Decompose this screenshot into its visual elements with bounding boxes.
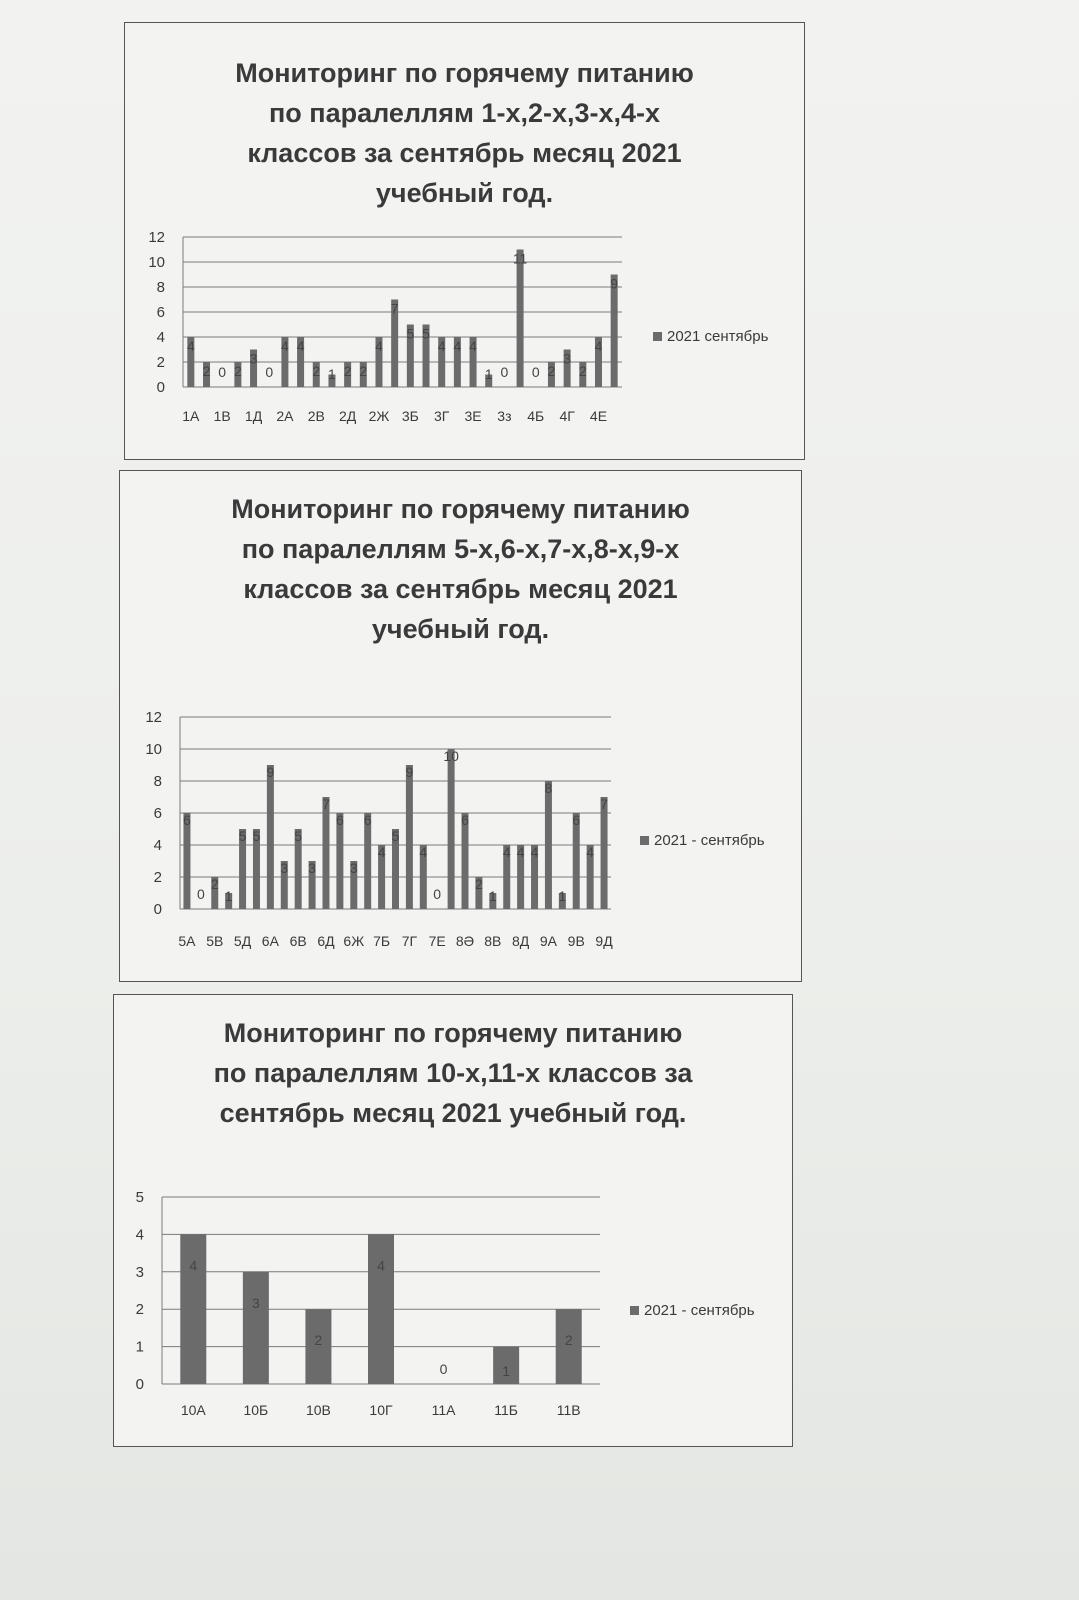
bar xyxy=(267,765,274,909)
y-tick-label: 4 xyxy=(135,1226,144,1244)
data-label: 9 xyxy=(405,764,414,780)
data-label: 6 xyxy=(572,812,581,828)
y-tick-label: 12 xyxy=(148,229,165,246)
data-label: 5 xyxy=(238,828,247,844)
x-tick-label: 10Б xyxy=(243,1402,269,1418)
bar xyxy=(448,749,455,909)
x-tick-label: 10А xyxy=(180,1402,206,1418)
x-tick-label: 4Е xyxy=(589,408,608,424)
x-tick-label: 1А xyxy=(182,408,200,424)
y-tick-label: 10 xyxy=(145,741,162,758)
data-label: 5 xyxy=(252,828,261,844)
data-label: 0 xyxy=(531,364,540,380)
y-tick-label: 6 xyxy=(156,304,165,321)
x-tick-label: 9А xyxy=(539,933,557,949)
data-label: 0 xyxy=(433,886,442,902)
legend-swatch xyxy=(653,332,662,341)
x-tick-label: 2А xyxy=(276,408,294,424)
data-label: 8 xyxy=(544,780,553,796)
data-label: 4 xyxy=(419,844,428,860)
data-label: 4 xyxy=(586,844,595,860)
x-tick-label: 2Д xyxy=(338,408,357,424)
data-label: 7 xyxy=(390,300,399,317)
x-tick-label: 7Е xyxy=(428,933,446,949)
y-tick-label: 2 xyxy=(135,1301,144,1319)
chart-panel-1 xyxy=(124,22,805,460)
chart-3-svg xyxy=(114,995,794,1448)
data-label: 4 xyxy=(189,1257,198,1274)
x-tick-label: 11В xyxy=(556,1402,581,1418)
chart-panel-2 xyxy=(119,470,802,982)
y-tick-label: 12 xyxy=(145,709,162,726)
bar xyxy=(406,765,413,909)
data-label: 6 xyxy=(461,812,469,828)
data-label: 9 xyxy=(266,764,275,780)
data-label: 2 xyxy=(359,363,368,379)
data-label: 3 xyxy=(349,860,358,876)
y-tick-label: 0 xyxy=(153,901,162,918)
chart-title-2: Мониторинг по горячему питанию по паралеллям 5-х,6-х,7-х,8-х,9-х классов за сентябрь месяц 2021 учебный год. xyxy=(231,494,690,644)
bar xyxy=(545,781,552,909)
data-label: 0 xyxy=(196,886,205,902)
x-tick-label: 7Б xyxy=(373,933,391,949)
data-label: 4 xyxy=(375,338,383,354)
x-tick-label: 3Г xyxy=(434,408,450,424)
data-label: 5 xyxy=(422,325,430,342)
data-label: 2 xyxy=(578,363,587,379)
data-label: 2 xyxy=(343,363,352,379)
x-tick-label: 8В xyxy=(484,933,502,949)
data-label: 2 xyxy=(312,363,321,379)
data-label: 4 xyxy=(377,844,386,860)
data-label: 1 xyxy=(224,888,233,904)
data-label: 3 xyxy=(280,860,289,876)
data-label: 4 xyxy=(469,338,477,354)
data-label: 5 xyxy=(294,828,303,844)
x-tick-label: 9В xyxy=(567,933,585,949)
data-label: 0 xyxy=(500,364,509,380)
data-label: 2 xyxy=(233,363,242,379)
data-label: 4 xyxy=(377,1257,385,1274)
legend-swatch xyxy=(630,1306,639,1315)
y-tick-label: 4 xyxy=(153,837,162,854)
data-label: 4 xyxy=(437,338,446,354)
y-tick-label: 0 xyxy=(135,1376,144,1393)
bar xyxy=(322,797,329,909)
y-tick-label: 8 xyxy=(156,279,165,296)
chart-2-svg xyxy=(120,471,803,983)
x-tick-label: 10Г xyxy=(369,1402,393,1418)
x-tick-label: 4Г xyxy=(559,408,575,424)
data-label: 2 xyxy=(314,1332,323,1349)
y-tick-label: 10 xyxy=(148,254,165,271)
data-label: 2 xyxy=(210,876,219,892)
data-label: 0 xyxy=(265,364,274,380)
y-tick-label: 2 xyxy=(153,869,162,886)
y-tick-label: 5 xyxy=(135,1189,144,1206)
data-label: 10 xyxy=(443,748,459,764)
x-tick-label: 5А xyxy=(178,933,196,949)
x-tick-label: 3з xyxy=(497,408,512,424)
x-tick-label: 6В xyxy=(289,933,307,949)
data-label: 1 xyxy=(558,888,567,904)
bar xyxy=(243,1272,269,1384)
y-tick-label: 6 xyxy=(153,805,162,822)
y-tick-label: 0 xyxy=(156,379,165,396)
x-tick-label: 1В xyxy=(213,408,231,424)
data-label: 2 xyxy=(475,876,483,892)
data-label: 2 xyxy=(202,363,211,379)
data-label: 0 xyxy=(439,1361,448,1377)
data-label: 7 xyxy=(322,796,330,812)
chart-panel-3 xyxy=(113,994,793,1447)
data-label: 3 xyxy=(308,860,316,876)
x-tick-label: 11А xyxy=(431,1402,456,1418)
data-label: 4 xyxy=(281,338,289,354)
data-label: 6 xyxy=(363,812,372,828)
x-tick-label: 6А xyxy=(261,933,279,949)
y-tick-label: 1 xyxy=(135,1338,144,1356)
data-label: 4 xyxy=(530,844,539,860)
data-label: 9 xyxy=(610,275,619,292)
data-label: 6 xyxy=(183,812,191,828)
data-label: 5 xyxy=(391,828,400,844)
data-label: 4 xyxy=(296,338,305,354)
bar xyxy=(517,250,524,388)
data-label: 3 xyxy=(251,1294,260,1311)
x-tick-label: 6Ж xyxy=(343,933,365,949)
chart-title-3: Мониторинг по горячему питанию по паралеллям 10-х,11-х классов за сентябрь месяц 2021 учебный год. xyxy=(213,1018,693,1128)
bar xyxy=(601,797,608,909)
x-tick-label: 8Ә xyxy=(455,933,475,949)
x-tick-label: 3Е xyxy=(464,408,482,424)
y-tick-label: 4 xyxy=(156,329,165,346)
legend-label: 2021 - сентябрь xyxy=(644,1302,755,1319)
data-label: 1 xyxy=(502,1363,511,1379)
data-label: 1 xyxy=(484,366,493,382)
x-tick-label: 11Б xyxy=(494,1402,519,1418)
x-tick-label: 5В xyxy=(206,933,224,949)
legend-label: 2021 сентябрь xyxy=(667,328,769,345)
x-tick-label: 2В xyxy=(307,408,325,424)
data-label: 7 xyxy=(600,796,608,812)
legend-swatch xyxy=(640,836,649,845)
x-tick-label: 2Ж xyxy=(368,408,390,424)
x-tick-label: 1Д xyxy=(244,408,263,424)
x-tick-label: 9Д xyxy=(595,933,613,949)
data-label: 1 xyxy=(488,888,497,904)
chart-title-1: Мониторинг по горячему питанию по паралеллям 1-х,2-х,3-х,4-х классов за сентябрь месяц 2021 учебный год. xyxy=(235,58,694,208)
y-tick-label: 2 xyxy=(156,354,165,371)
data-label: 4 xyxy=(594,338,603,354)
data-label: 4 xyxy=(516,844,525,860)
data-label: 3 xyxy=(249,350,258,367)
legend-label: 2021 - сентябрь xyxy=(654,832,765,849)
y-tick-label: 3 xyxy=(135,1263,144,1281)
data-label: 3 xyxy=(563,350,572,367)
data-label: 2 xyxy=(547,363,556,379)
data-label: 0 xyxy=(218,364,227,380)
chart-1-svg xyxy=(125,23,806,461)
data-label: 6 xyxy=(335,812,344,828)
x-tick-label: 10В xyxy=(305,1402,331,1418)
x-tick-label: 4Б xyxy=(527,408,545,424)
data-label: 2 xyxy=(564,1332,573,1349)
data-label: 4 xyxy=(186,338,195,354)
x-tick-label: 6Д xyxy=(317,933,335,949)
x-tick-label: 3Б xyxy=(401,408,419,424)
x-tick-label: 8Д xyxy=(511,933,530,949)
data-label: 11 xyxy=(512,250,528,267)
y-tick-label: 8 xyxy=(153,773,162,790)
x-tick-label: 7Г xyxy=(401,933,418,949)
data-label: 5 xyxy=(406,325,415,342)
data-label: 1 xyxy=(328,366,336,382)
data-label: 4 xyxy=(453,338,462,354)
data-label: 4 xyxy=(502,844,511,860)
x-tick-label: 5Д xyxy=(233,933,252,949)
